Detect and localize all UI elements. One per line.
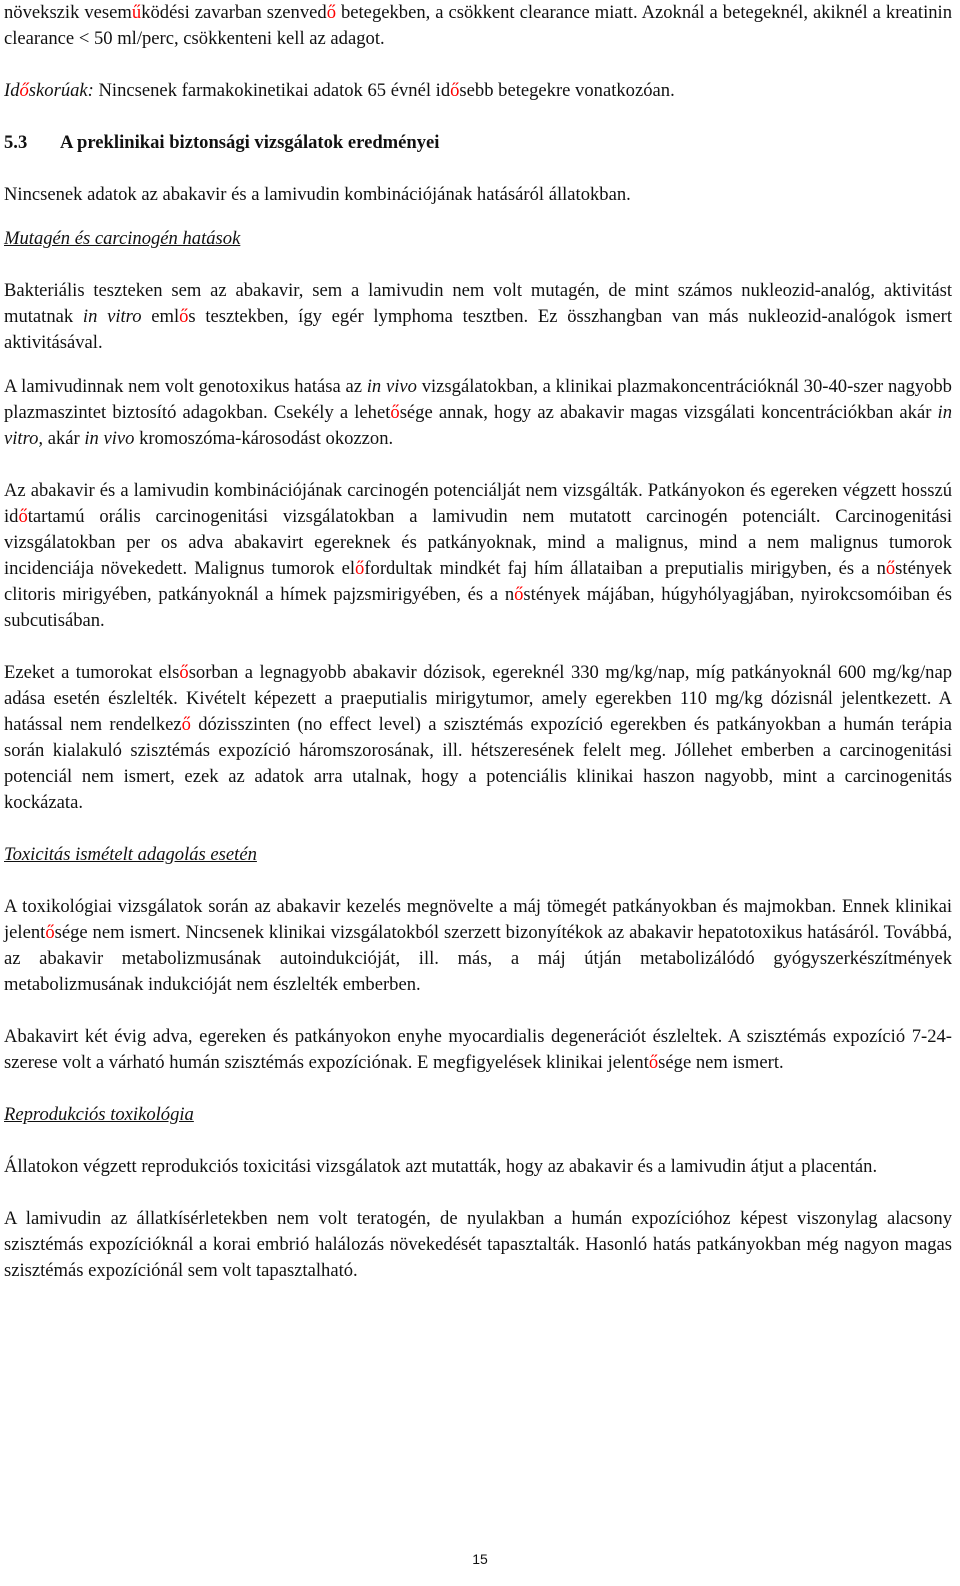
subheading-toxicity: Toxicitás ismételt adagolás esetén <box>4 844 257 865</box>
text-run: Id <box>4 80 20 101</box>
text-run: ő <box>648 1052 659 1073</box>
text-run: sége nem ismert. <box>658 1052 784 1073</box>
text-run: sége nem ismert. Nincsenek klinikai vizsgálatokból szerzett bizonyítékok az abakavir hepatotoxikus hatásáról. Továbbá, az abakavir metabolizmusának autoindukcióját, ill. más, a máj útján metabolizálódó gyógyszerkészítmények metabolizmusának indukcióját nem észlelték emberben. <box>4 922 952 995</box>
section-number: 5.3 <box>4 132 28 153</box>
text-run: in vitro <box>82 306 142 327</box>
text-run: ködési zavarban szenved <box>141 2 327 23</box>
text-run: ő <box>179 662 189 683</box>
subheading-mutagen: Mutagén és carcinogén hatások <box>4 228 241 249</box>
text-run: ő <box>19 80 29 101</box>
text-run: sorban a legnagyobb abakavir dózisok, egereknél 330 mg/kg/nap, míg patkányoknál 600 mg/kg/nap adása esetén észlelték. Kivételt képezett a praeputialis mirigytumor, amely egerekben 110 mg/kg dózisnál jelentkezett. A hatással nem rendelkez <box>4 662 952 735</box>
text-run: Abakavirt két évig adva, egereken és patkányokon enyhe myocardialis degenerációt észleltek. A szisztémás expozíció 7-24-szerese volt a várható humán szisztémás expozíciónak. E megfigyelések klinikai jelent <box>4 1026 952 1073</box>
text-run: Ezeket a tumorokat els <box>4 662 180 683</box>
text-run: betegekben, a csökkent clearance miatt. Azoknál a betegeknél, akiknél a kreatinin clearance < 50 ml/perc, csökkenteni kell az adagot. <box>4 2 952 49</box>
text-run: skorúak: <box>28 80 94 101</box>
text-run: eml <box>141 306 180 327</box>
text-run: ű <box>131 2 142 23</box>
text-run: tartamú orális carcinogenitási vizsgálatokban a lamivudin nem mutatott carcinogén potenciált. Carcinogenitási vizsgálatokban per os adva abakavirt egereknek és patkányoknak, mind a malignus, mind a nem malignus tumorok incidenciája növekedett. Malignus tumorok el <box>4 506 952 579</box>
text-run: növekszik vesem <box>4 2 132 23</box>
text-run: ő <box>355 558 365 579</box>
paragraph-renal-continuation <box>4 0 952 52</box>
text-run: Az abakavir és a lamivudin kombinációjának carcinogén potenciálját nem vizsgálták. Patkányokon és egereken végzett hosszú id <box>4 480 952 527</box>
section-heading-5-3 <box>4 130 952 156</box>
text-run: stények májában, húgyhólyagjában, nyirokcsomóiban és subcutisában. <box>4 584 952 631</box>
section-title: A preklinikai biztonsági vizsgálatok eredményei <box>60 132 440 153</box>
text-run: akár <box>43 428 85 449</box>
paragraph-reproductive: Állatokon végzett reprodukciós toxicitási vizsgálatok azt mutatták, hogy az abakavir és a lamivudin átjut a placentán. <box>4 1156 878 1177</box>
paragraph-no-data: Nincsenek adatok az abakavir és a lamivudin kombinációjának hatásáról állatokban. <box>4 184 631 205</box>
text-run: vizsgálatokban, a klinikai plazmakoncentrációknál 30-40-szer nagyobb plazmaszintet biztosító adagokban. Csekély a lehet <box>4 376 952 423</box>
text-run: s tesztekben, így egér lymphoma tesztben. Ez összhangban van más nukleozid-analógok ismert aktivitásával. <box>4 306 952 353</box>
text-run: stények clitoris mirigyében, patkányoknál a hímek pajzsmirigyében, és a n <box>4 558 952 605</box>
text-run: ő <box>326 2 336 23</box>
text-run: A toxikológiai vizsgálatok során az abakavir kezelés megnövelte a máj tömegét patkányokban és majmokban. Ennek klinikai jelent <box>4 896 952 943</box>
text-run: dózisszinten (no effect level) a szisztémás expozíció egerekben és patkányokban a humán terápia során kialakuló szisztémás expozíció háromszorosának, ill. hétszeresének felelt meg. Jóllehet emberben a carcinogenitási potenciál nem ismert, ezek az adatok arra utalnak, hogy a potenciális klinikai haszon nagyobb, mint a carcinogenitás kockázata. <box>4 714 952 813</box>
text-run: Nincsenek farmakokinetikai adatok 65 évnél id <box>93 80 451 101</box>
paragraph-bacterial-tests <box>4 278 952 356</box>
text-run: in vivo <box>84 428 135 449</box>
paragraph-elderly <box>4 78 952 104</box>
paragraph-lamivudine-teratogen: A lamivudin az állatkísérletekben nem volt teratogén, de nyulakban a humán expozícióhoz képest viszonylag alacsony szisztémás expozícióknál a korai embrió halálozás növekedését tapasztalták. Hasonló hatás patkányokban még nagyon magas szisztémás expozíciónál sem volt tapasztalható. <box>4 1208 952 1281</box>
text-run: ő <box>450 80 460 101</box>
text-run: kromoszóma-károsodást okozzon. <box>134 428 394 449</box>
text-run: ő <box>885 558 896 579</box>
paragraph-toxicology <box>4 894 952 998</box>
text-run: ő <box>181 714 191 735</box>
text-run: ő <box>18 506 28 527</box>
document-page <box>4 0 952 1284</box>
text-run: Bakteriális teszteken sem az abakavir, sem a lamivudin nem volt mutagén, de mint számos nukleozid-analóg, aktivitást mutatnak <box>4 280 952 327</box>
text-run: ő <box>514 584 524 605</box>
paragraph-lamivudine-genotoxic <box>4 374 952 452</box>
text-run: sége annak, hogy az abakavir magas vizsgálati koncentrációkban akár <box>399 402 938 423</box>
text-run: in vivo <box>366 376 417 397</box>
paragraph-tumors <box>4 660 952 816</box>
paragraph-carcinogen-potential <box>4 478 952 634</box>
text-run: in vitro, <box>4 402 953 449</box>
text-run: ő <box>179 306 189 327</box>
text-run: A lamivudinnak nem volt genotoxikus hatása az <box>4 376 367 397</box>
paragraph-myocardial <box>4 1024 952 1076</box>
text-run: ő <box>390 402 400 423</box>
page-number: 15 <box>472 1551 488 1567</box>
subheading-reproductive: Reprodukciós toxikológia <box>4 1104 194 1125</box>
text-run: sebb betegekre vonatkozóan. <box>459 80 675 101</box>
text-run: ő <box>45 922 55 943</box>
text-run: fordultak mindkét faj hím állataiban a preputialis mirigyben, és a n <box>364 558 886 579</box>
